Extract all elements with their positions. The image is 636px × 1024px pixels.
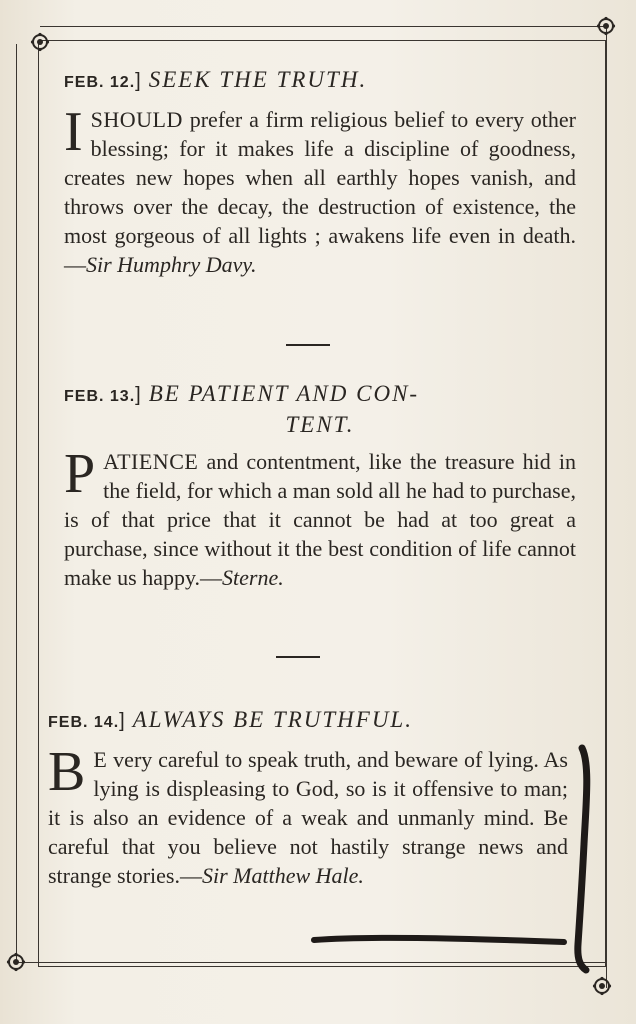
drop-cap: I <box>64 101 83 163</box>
entry-heading <box>64 66 576 97</box>
entry-body <box>64 443 576 592</box>
entry-text: very careful to speak truth, and beware of lying. As lying is displeasing to God, so is it offensive to man; it is also an evidence of a weak and unmanly mind. Be careful that you believe not hastily strange news and strange stories.— <box>48 747 568 888</box>
lead-word: E <box>93 747 108 772</box>
entry-bracket: ] <box>135 384 141 406</box>
corner-ornament-icon <box>592 976 612 996</box>
entry-body <box>48 741 568 890</box>
section-divider <box>276 656 320 658</box>
lead-word: ATIENCE <box>103 449 199 474</box>
entry-title-continued: TENT. <box>285 412 355 437</box>
frame-top-line <box>40 26 608 27</box>
ink-underline-icon <box>310 928 570 952</box>
entry-feb-14 <box>48 706 568 890</box>
entry-heading <box>64 380 576 439</box>
entry-author: Sir Humphry Davy. <box>86 252 257 277</box>
entry-heading <box>48 706 568 737</box>
entry-body <box>64 101 576 279</box>
frame-right-line <box>606 26 607 988</box>
section-divider <box>286 344 330 346</box>
entry-date: FEB. 12. <box>64 74 136 91</box>
lead-word: SHOULD <box>90 107 183 132</box>
entry-date: FEB. 13. <box>64 388 136 405</box>
entry-title: SEEK THE TRUTH. <box>148 67 368 92</box>
drop-cap: B <box>48 741 86 803</box>
entry-text: and contentment, like the treasure hid in the field, for which a man sold all he had to purchase, is of that price that it cannot be had at too great a purchase, since without it the best condition of life cannot make us happy.— <box>64 449 576 590</box>
entry-author: Sterne. <box>222 565 284 590</box>
entry-bracket: ] <box>119 710 125 732</box>
entry-text: prefer a firm religious belief to every other blessing; for it makes life a discipline of goodness, creates new hopes when all earthly hopes vanish, and throws over the decay, the destruction of existence, the most gorgeous of all lights ; awakens life even in death.— <box>64 107 576 277</box>
corner-ornament-icon <box>596 16 616 36</box>
frame-left-line <box>16 44 17 964</box>
entry-title: BE PATIENT AND CON- <box>148 381 420 406</box>
entry-date: FEB. 14. <box>48 714 120 731</box>
entry-feb-13 <box>64 380 576 592</box>
entry-author: Sir Matthew Hale. <box>201 863 364 888</box>
drop-cap: P <box>64 443 96 505</box>
entry-title: ALWAYS BE TRUTHFUL. <box>132 707 413 732</box>
entry-bracket: ] <box>135 70 141 92</box>
corner-ornament-icon <box>6 952 26 972</box>
corner-ornament-icon <box>30 32 50 52</box>
entry-feb-12 <box>64 66 576 279</box>
